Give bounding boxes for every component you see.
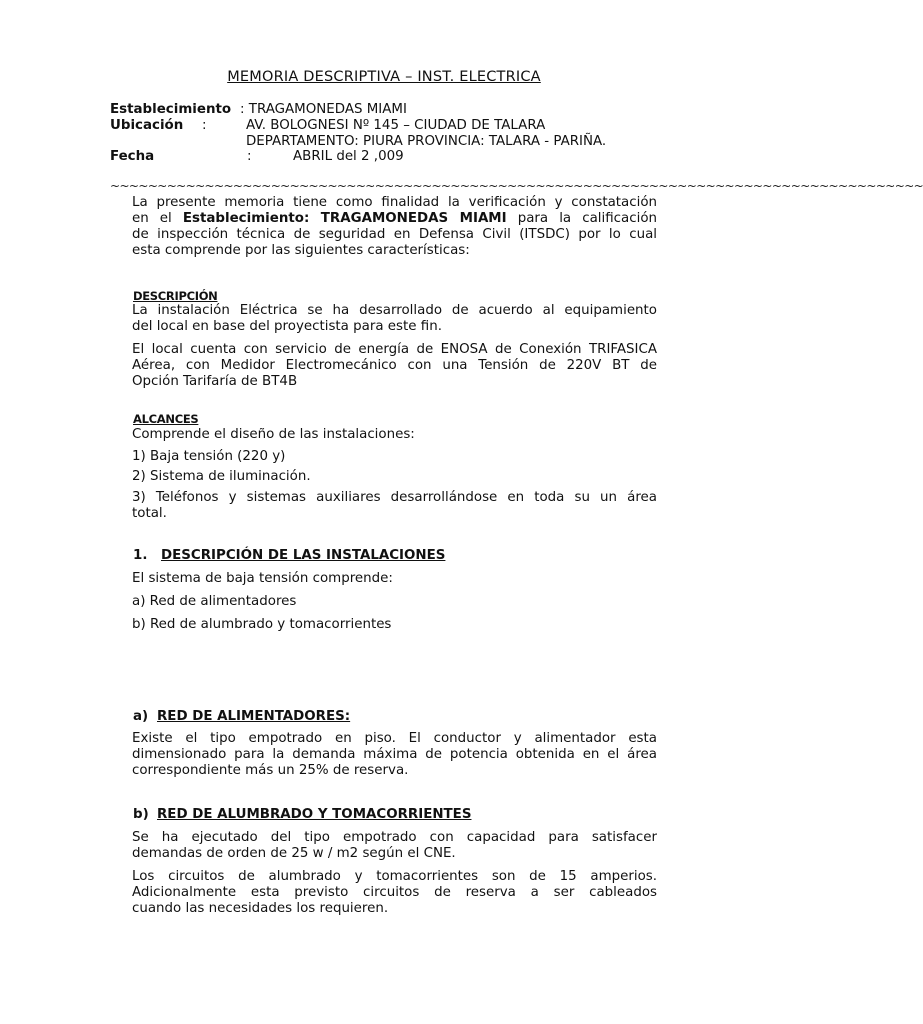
intro-text: en el — [132, 211, 183, 226]
alcances-heading: ALCANCES — [133, 412, 199, 426]
paragraph-line: Existe el tipo empotrado en piso. El conductor y alimentador esta — [132, 731, 657, 746]
separator-line: ~~~~~~~~~~~~~~~~~~~~~~~~~~~~~~~~~~~~~~~~~~~~~~~~~~~~~~~~~~~~~~~~~~~~~~~~~~~~~~~~~~~~~~ — [110, 179, 923, 193]
paragraph-line: Se ha ejecutado del tipo empotrado con capacidad para satisfacer — [132, 830, 657, 845]
section-1-number: 1. — [133, 548, 148, 563]
intro-line: esta comprende por las siguientes características: — [132, 243, 470, 258]
establecimiento-value: : TRAGAMONEDAS MIAMI — [240, 102, 407, 117]
paragraph-line: demandas de orden de 25 w / m2 según el CNE. — [132, 846, 456, 861]
section-a-heading: RED DE ALIMENTADORES: — [157, 709, 351, 724]
section-1-intro: El sistema de baja tensión comprende: — [132, 571, 393, 586]
paragraph-line: Adicionalmente esta previsto circuitos de reserva a ser cableados — [132, 885, 657, 900]
section-b-letter: b) — [133, 807, 149, 822]
section-1-item-a: a) Red de alimentadores — [132, 594, 297, 609]
section-b-paragraph-2 — [132, 869, 657, 917]
fecha-colon: : — [247, 149, 252, 164]
establecimiento-label: Establecimiento — [110, 102, 232, 117]
ubicacion-line-1: AV. BOLOGNESI Nº 145 – CIUDAD DE TALARA — [246, 118, 546, 133]
section-1-heading: DESCRIPCIÓN DE LAS INSTALACIONES — [161, 548, 446, 563]
fecha-value: ABRIL del 2 ,009 — [293, 149, 404, 164]
alcances-item-1: 1) Baja tensión (220 y) — [132, 449, 286, 464]
paragraph-line: correspondiente más un 25% de reserva. — [132, 763, 409, 778]
paragraph-line: El local cuenta con servicio de energía de ENOSA de Conexión TRIFASICA — [132, 342, 657, 357]
intro-line: La presente memoria tiene como finalidad la verificación y constatación — [132, 195, 657, 210]
section-b-paragraph-1 — [132, 830, 657, 862]
ubicacion-label: Ubicación — [110, 118, 184, 133]
fecha-label: Fecha — [110, 149, 155, 164]
document-title: MEMORIA DESCRIPTIVA – INST. ELECTRICA — [227, 69, 541, 85]
paragraph-line: Los circuitos de alumbrado y tomacorrientes son de 15 amperios. — [132, 869, 657, 884]
alcances-item-3 — [132, 490, 657, 522]
alcances-item-2: 2) Sistema de iluminación. — [132, 469, 311, 484]
intro-text: para la calificación — [506, 211, 657, 226]
section-b-heading: RED DE ALUMBRADO Y TOMACORRIENTES — [157, 807, 472, 822]
paragraph-line: cuando las necesidades los requieren. — [132, 901, 389, 916]
section-a-letter: a) — [133, 709, 149, 724]
paragraph-line: del local en base del proyectista para este fin. — [132, 319, 442, 334]
alcances-intro: Comprende el diseño de las instalaciones: — [132, 427, 415, 442]
paragraph-line: La instalación Eléctrica se ha desarrollado de acuerdo al equipamiento — [132, 303, 657, 318]
descripcion-paragraph-2 — [132, 342, 657, 390]
ubicacion-line-2: DEPARTAMENTO: PIURA PROVINCIA: TALARA - PARIÑA. — [246, 134, 607, 149]
intro-line — [132, 211, 657, 227]
paragraph-line: Opción Tarifaría de BT4B — [132, 374, 298, 389]
paragraph-line: total. — [132, 506, 167, 521]
ubicacion-colon: : — [202, 118, 207, 133]
intro-line: de inspección técnica de seguridad en Defensa Civil (ITSDC) por lo cual — [132, 227, 657, 242]
descripcion-heading: DESCRIPCIÓN — [133, 289, 218, 303]
descripcion-paragraph-1 — [132, 303, 657, 335]
establishment-name-bold: Establecimiento: TRAGAMONEDAS MIAMI — [182, 211, 507, 226]
paragraph-line: Aérea, con Medidor Electromecánico con una Tensión de 220V BT de — [132, 358, 657, 373]
section-a-paragraph — [132, 731, 657, 779]
section-1-item-b: b) Red de alumbrado y tomacorrientes — [132, 617, 392, 632]
paragraph-line: dimensionado para la demanda máxima de potencia obtenida en el área — [132, 747, 657, 762]
paragraph-line: 3) Teléfonos y sistemas auxiliares desarrollándose en toda su un área — [132, 490, 657, 505]
intro-paragraph — [132, 195, 657, 259]
